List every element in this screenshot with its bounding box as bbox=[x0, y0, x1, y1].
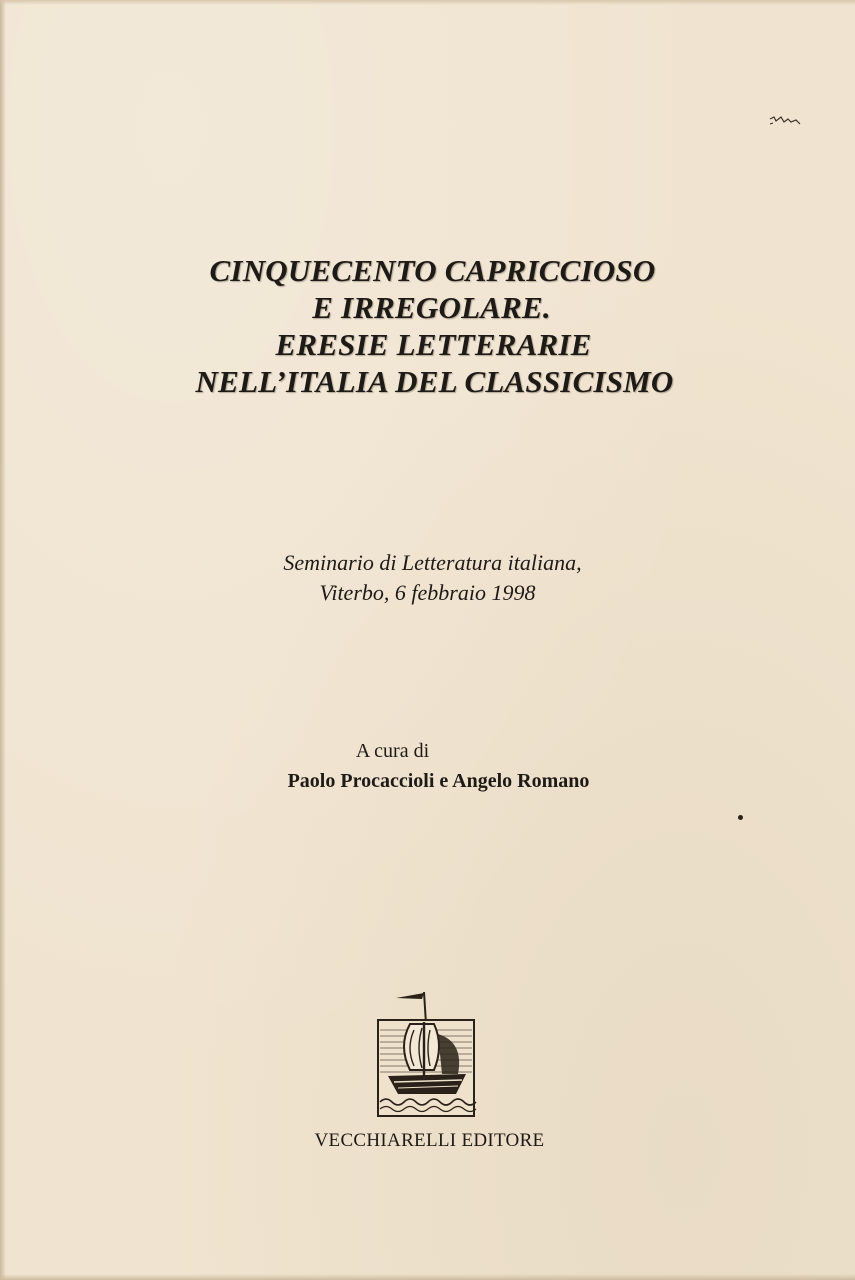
cover-left-edge bbox=[0, 0, 6, 1280]
cover-top-edge bbox=[0, 0, 855, 5]
book-title bbox=[0, 252, 855, 400]
editors-label: A cura di bbox=[355, 740, 430, 762]
title-line-3: ERESIE LETTERARIE bbox=[275, 327, 592, 362]
title-line-1: CINQUECENTO CAPRICCIOSO bbox=[209, 253, 656, 288]
ship-emblem-icon bbox=[372, 990, 480, 1120]
ink-dot bbox=[738, 815, 743, 820]
seminar-line-1: Seminario di Letteratura italiana, bbox=[283, 550, 582, 575]
seminar-info bbox=[0, 548, 855, 608]
editors-block bbox=[0, 736, 855, 796]
publisher-name: VECCHIARELLI EDITORE bbox=[314, 1130, 545, 1151]
title-line-4: NELL’ITALIA DEL CLASSICISMO bbox=[195, 364, 674, 399]
editors-names: Paolo Procaccioli e Angelo Romano bbox=[287, 770, 590, 792]
title-line-2: E IRREGOLARE. bbox=[312, 290, 551, 325]
pencil-mark bbox=[768, 114, 810, 126]
cover-bottom-edge bbox=[0, 1274, 855, 1280]
seminar-line-2: Viterbo, 6 febbraio 1998 bbox=[319, 580, 536, 605]
